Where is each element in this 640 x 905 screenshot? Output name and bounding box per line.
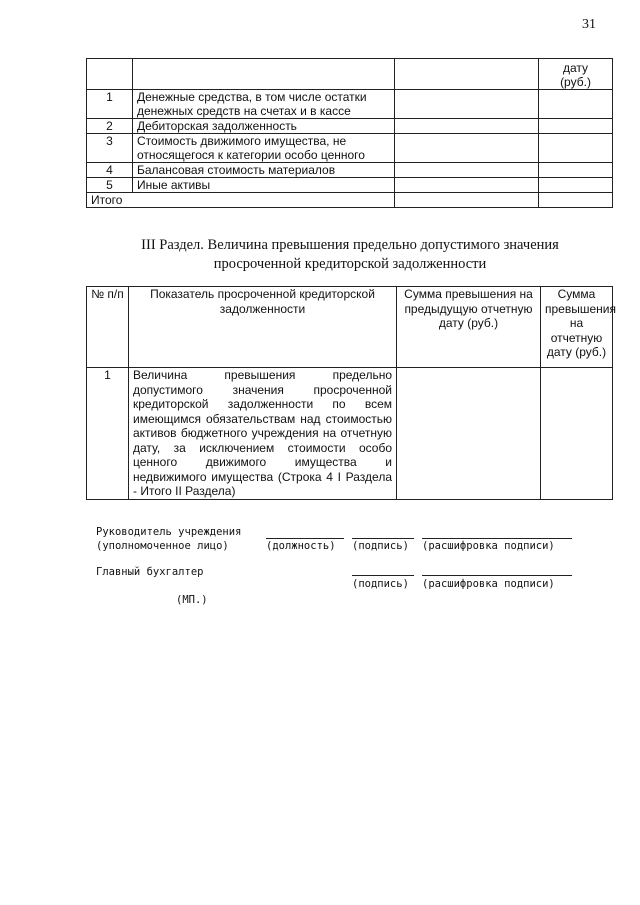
head-sublabel: (уполномоченное лицо) <box>96 540 229 552</box>
section-title <box>60 236 640 274</box>
col-indicator-header: Показатель просроченной кредиторской задолженности <box>129 287 397 368</box>
header-unit-line1: дату <box>562 61 589 75</box>
decoding-line <box>422 538 572 539</box>
signature-line <box>352 538 414 539</box>
head-label: Руководитель учреждения <box>96 526 242 538</box>
row-text: Величина превышения предельно допустимого значения просроченной кредиторской задолженности по всем имеющимся обязательствам над стоимостью активов бюджетного учреждения на отчетную дату, за исключением стоимости особо ценного движимого имущества и недвижимого имущества (Строка 4 I Раздела - Итого II Раздела) <box>129 368 397 500</box>
accountant-label: Главный бухгалтер <box>96 566 204 578</box>
row-text: Дебиторская задолженность <box>133 119 395 134</box>
table-header-row <box>87 59 613 90</box>
col-prev-header: Сумма превышения на предыдущую отчетную дату (руб.) <box>397 287 541 368</box>
row-text: Иные активы <box>133 178 395 193</box>
row-text: Денежные средства, в том числе остатки денежных средств на счетах и в кассе <box>133 90 395 119</box>
accountant-signature-caption: (подпись) <box>352 578 409 590</box>
table-row <box>87 368 613 500</box>
accountant-signature-line <box>352 575 414 576</box>
section-title-line2: просроченной кредиторской задолженности <box>213 256 487 272</box>
table-header-row <box>87 287 613 368</box>
table-row <box>87 119 613 134</box>
overdue-debt-table <box>86 286 616 500</box>
col-current-header: Сумма превышения на отчетную дату (руб.) <box>541 287 613 368</box>
total-row <box>87 193 613 208</box>
page-number: 31 <box>582 17 596 32</box>
decoding-caption: (расшифровка подписи) <box>422 540 555 552</box>
accountant-decoding-line <box>422 575 572 576</box>
header-unit-cell <box>539 59 613 90</box>
row-text: Балансовая стоимость материалов <box>133 163 395 178</box>
row-number: 3 <box>87 134 133 163</box>
position-line <box>266 538 344 539</box>
total-label: Итого <box>87 193 395 208</box>
row-number: 1 <box>87 368 129 500</box>
table-row <box>87 163 613 178</box>
section-title-line1: III Раздел. Величина превышения предельно допустимого значения <box>141 237 559 253</box>
row-number: 2 <box>87 119 133 134</box>
accountant-decoding-caption: (расшифровка подписи) <box>422 578 555 590</box>
table-row <box>87 90 613 119</box>
table-row <box>87 178 613 193</box>
table-row <box>87 134 613 163</box>
position-caption: (должность) <box>266 540 336 552</box>
seal-label: (МП.) <box>176 594 208 606</box>
row-number: 1 <box>87 90 133 119</box>
assets-table <box>86 58 613 208</box>
row-text: Стоимость движимого имущества, не относящегося к категории особо ценного <box>133 134 395 163</box>
signature-caption: (подпись) <box>352 540 409 552</box>
row-number: 4 <box>87 163 133 178</box>
row-number: 5 <box>87 178 133 193</box>
col-number-header: № п/п <box>87 287 129 368</box>
header-unit-line2: (руб.) <box>560 75 591 89</box>
